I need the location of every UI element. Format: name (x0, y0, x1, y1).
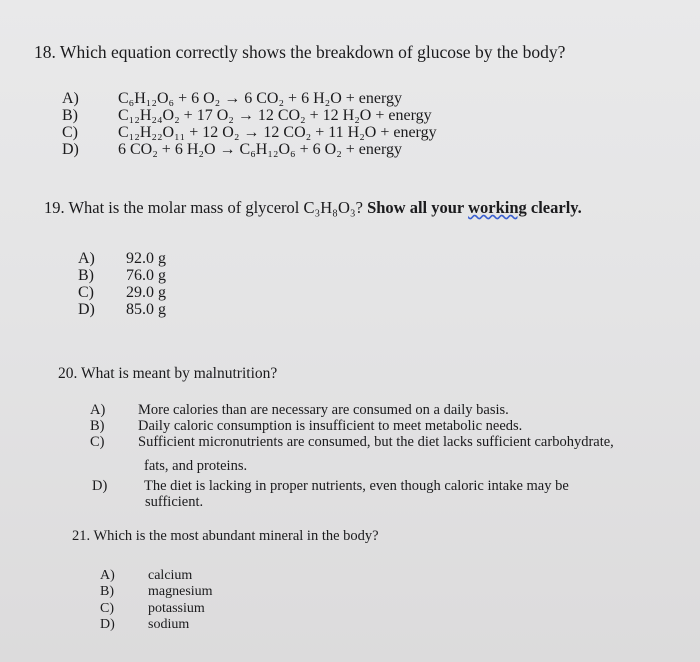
q18-option-b[interactable] (62, 107, 88, 124)
q18-option-c[interactable] (62, 124, 88, 141)
q18-option-c-letter: C) (62, 124, 78, 141)
q19-instruction-2: working (468, 198, 527, 217)
q19-title-text: 19. What is the molar mass of glycerol C₃H₈O₃? (44, 198, 368, 217)
q21-option-d-letter: D) (100, 617, 115, 632)
q19-option-b-letter: B) (78, 267, 94, 284)
q21-option-d[interactable] (100, 617, 189, 633)
q20-option-a-letter: A) (90, 402, 106, 418)
q19-instruction-3: clearly. (526, 198, 582, 217)
q19-option-a-letter: A) (78, 250, 95, 267)
q18-option-d-letter: D) (62, 141, 79, 158)
q18-option-d[interactable] (62, 141, 88, 158)
q21-option-c-letter: C) (100, 601, 114, 616)
question-20-title: 20. What is meant by malnutrition? (58, 365, 278, 382)
q21-option-b-letter: B) (100, 584, 114, 599)
q18-option-c-text: C₁₂H₂₂O₁₁ + 12 O₂ → 12 CO₂ + 11 H₂O + energy (118, 124, 437, 141)
q21-option-b[interactable] (100, 584, 213, 600)
q20-option-d[interactable] (92, 478, 569, 494)
q21-option-b-text: magnesium (148, 584, 213, 599)
q20-option-b-text: Daily caloric consumption is insufficient to meet metabolic needs. (138, 418, 523, 434)
q19-option-b[interactable] (78, 267, 166, 284)
q19-option-d[interactable] (78, 301, 166, 318)
q19-option-d-text: 85.0 g (126, 301, 166, 318)
q19-option-c-text: 29.0 g (126, 284, 166, 301)
question-18-title: 18. Which equation correctly shows the breakdown of glucose by the body? (34, 42, 566, 62)
q19-instruction-1: Show all your (367, 198, 469, 217)
q21-option-d-text: sodium (148, 617, 190, 632)
question-21-title: 21. Which is the most abundant mineral in the body? (72, 528, 379, 544)
q18-option-a-text: C₆H₁₂O₆ + 6 O₂ → 6 CO₂ + 6 H₂O + energy (118, 90, 403, 107)
q20-option-c-line-1: Sufficient micronutrients are consumed, but the diet lacks sufficient carbohydrate, (138, 434, 614, 450)
q18-option-b-text: C₁₂H₂₄O₂ + 17 O₂ → 12 CO₂ + 12 H₂O + energy (118, 107, 432, 124)
q21-option-c[interactable] (100, 601, 205, 617)
q20-option-d-line-1: The diet is lacking in proper nutrients, even though caloric intake may be (144, 478, 569, 494)
q20-option-c[interactable] (90, 434, 614, 450)
q20-option-a-text: More calories than are necessary are consumed on a daily basis. (138, 402, 509, 418)
q20-option-d-line-2: sufficient. (145, 494, 204, 510)
q20-option-d-letter: D) (92, 478, 108, 494)
q20-option-b[interactable] (90, 418, 522, 434)
q18-option-d-text: 6 CO₂ + 6 H₂O → C₆H₁₂O₆ + 6 O₂ + energy (118, 141, 403, 158)
q19-option-b-text: 76.0 g (126, 267, 166, 284)
q19-option-a[interactable] (78, 250, 166, 267)
q20-option-c-letter: C) (90, 434, 105, 450)
q18-option-a-letter: A) (62, 90, 79, 107)
q21-option-a-letter: A) (100, 568, 115, 583)
q18-option-a[interactable] (62, 90, 88, 107)
q20-option-a[interactable] (90, 402, 509, 418)
q19-option-c-letter: C) (78, 284, 94, 301)
q20-option-b-letter: B) (90, 418, 105, 434)
q19-option-a-text: 92.0 g (126, 250, 166, 267)
q19-option-c[interactable] (78, 284, 166, 301)
q20-option-c-line-2: fats, and proteins. (144, 458, 248, 474)
q21-option-a[interactable] (100, 568, 192, 584)
q21-option-c-text: potassium (148, 601, 205, 616)
q21-option-a-text: calcium (148, 568, 193, 583)
question-19-title (44, 198, 582, 218)
q19-option-d-letter: D) (78, 301, 95, 318)
q18-option-b-letter: B) (62, 107, 78, 124)
